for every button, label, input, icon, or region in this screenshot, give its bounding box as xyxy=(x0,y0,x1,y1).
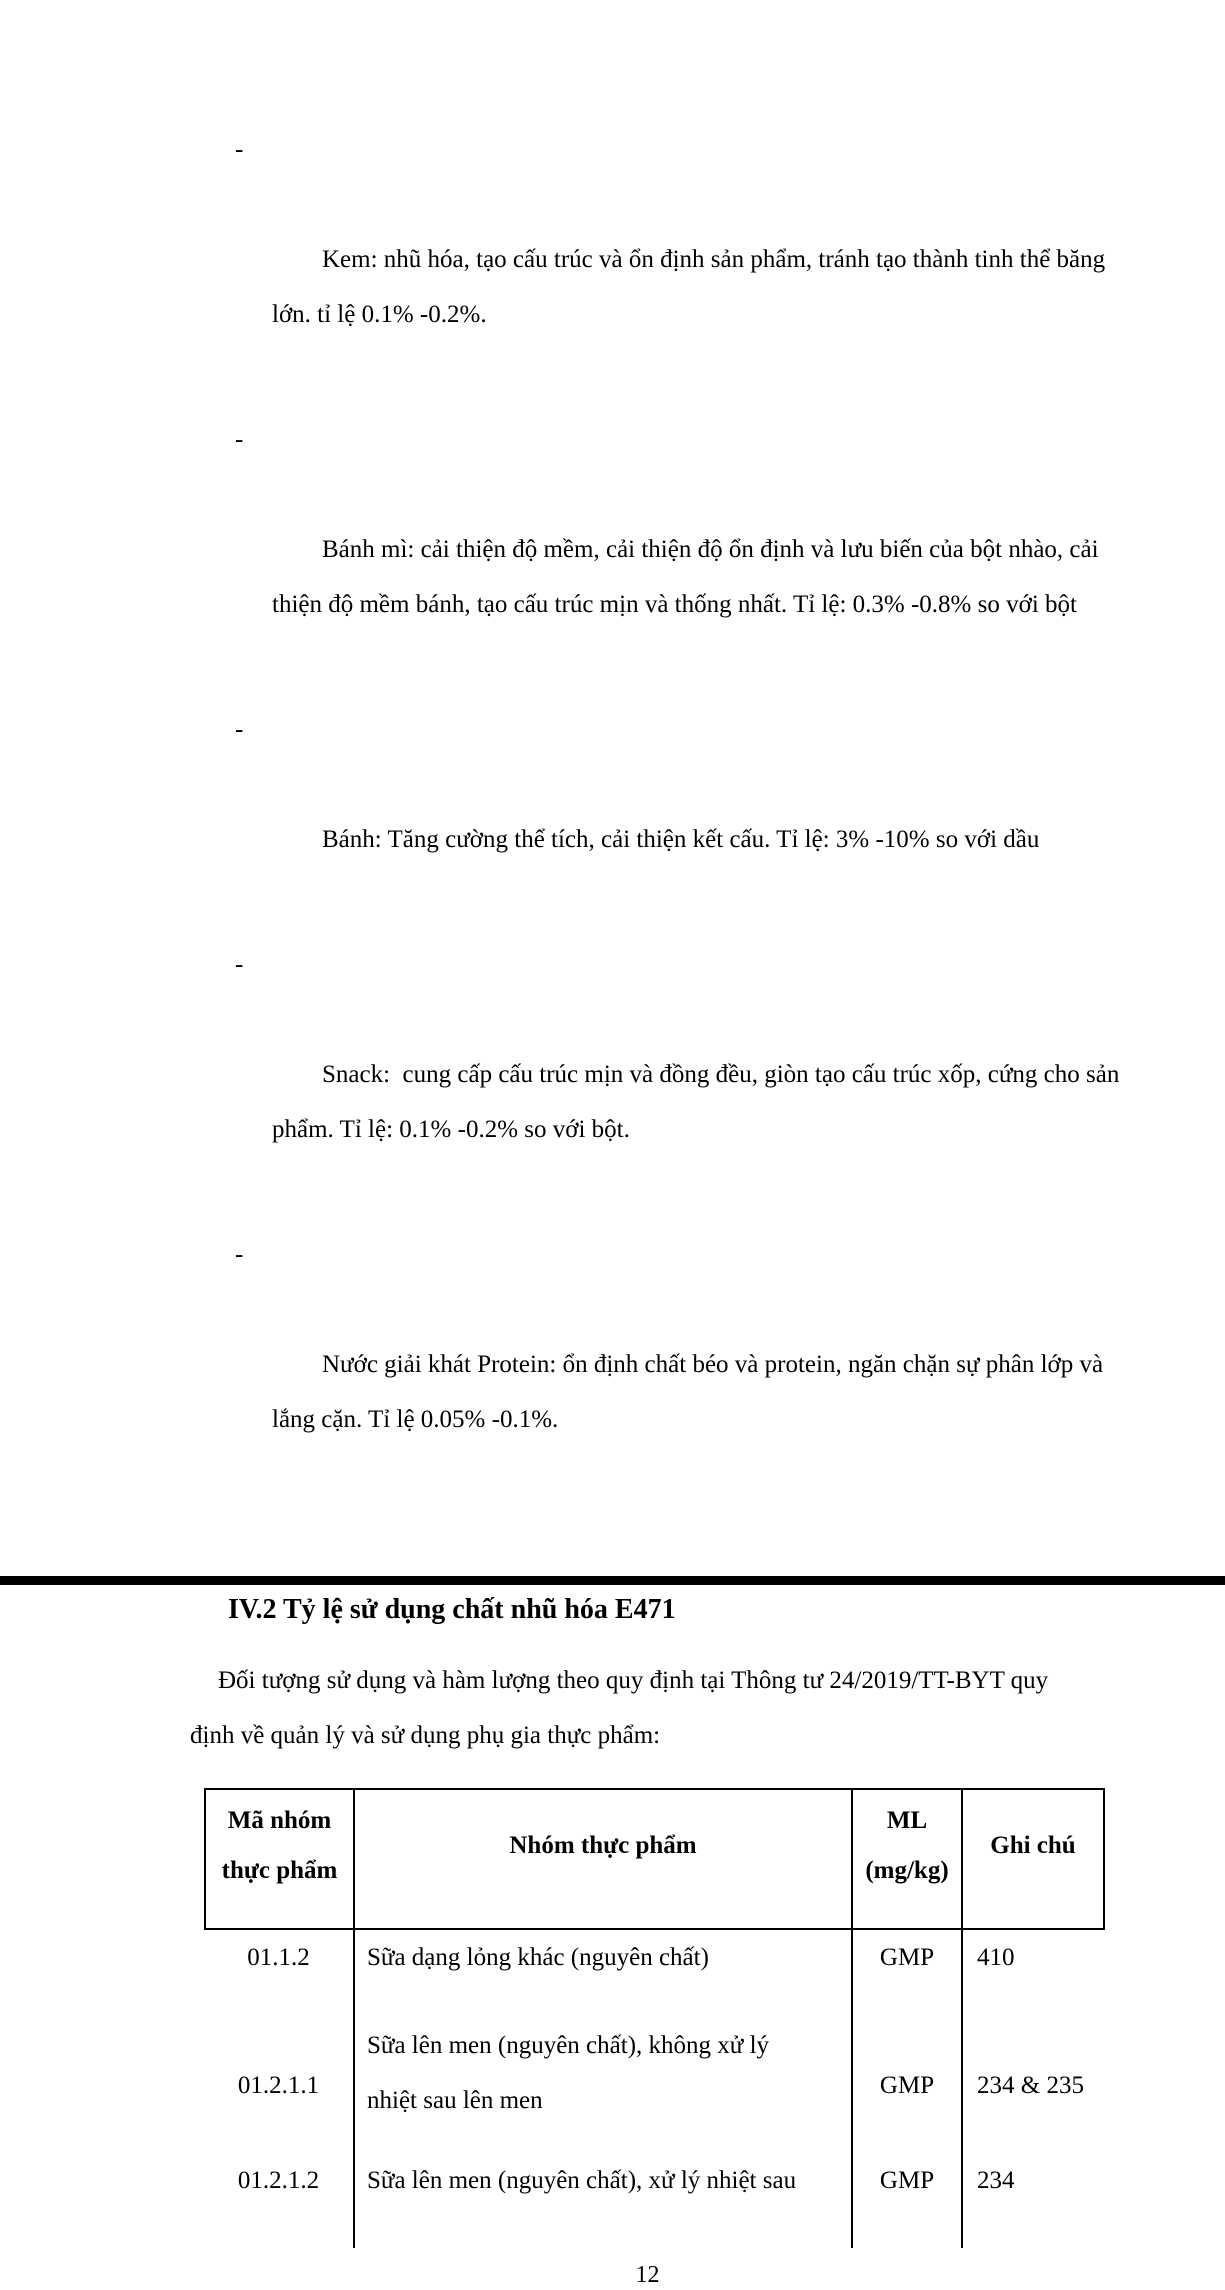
regulation-table xyxy=(204,1788,1105,2248)
table-header-food-group: Nhóm thực phẩm xyxy=(355,1790,853,1928)
cell-group: Sữa lên men (nguyên chất), không xử lý nhiệt sau lên men xyxy=(355,2018,853,2153)
bullet-text: Nước giải khát Protein: ổn định chất béo và protein, ngăn chặn sự phân lớp và lắng cặn. Tỉ lệ 0.05% -0.1%. xyxy=(272,1351,1104,1433)
cell-ml: GMP xyxy=(853,2018,963,2153)
bullet-item xyxy=(190,1227,1105,1502)
table-row xyxy=(204,1930,1105,2018)
cell-code: 01.2.1.2 xyxy=(204,2153,355,2248)
dash-bullet-marker: - xyxy=(235,716,244,743)
dash-bullet-marker: - xyxy=(235,951,244,978)
table-body xyxy=(204,1930,1105,2248)
section-heading: IV.2 Tỷ lệ sử dụng chất nhũ hóa E471 xyxy=(228,1594,676,1625)
bullet-text: Kem: nhũ hóa, tạo cấu trúc và ổn định sản phẩm, tránh tạo thành tinh thể băng lớn. tỉ lệ 0.1% -0.2%. xyxy=(272,246,1106,328)
cell-code: 01.2.1.1 xyxy=(204,2018,355,2153)
dash-bullet-marker: - xyxy=(235,1241,244,1268)
bullet-list xyxy=(190,122,1120,1502)
intro-paragraph: Đối tượng sử dụng và hàm lượng theo quy định tại Thông tư 24/2019/TT-BYT quy định về quản lý và sử dụng phụ gia thực phẩm: xyxy=(190,1667,1049,1749)
bullet-text: Bánh: Tăng cường thể tích, cải thiện kết cấu. Tỉ lệ: 3% -10% so với dầu xyxy=(322,826,1040,853)
dash-bullet-marker: - xyxy=(235,136,244,163)
bullet-item xyxy=(190,122,1105,397)
document-content xyxy=(190,0,1120,2290)
cell-note: 234 & 235 xyxy=(977,2072,1084,2099)
cell-group: Sữa dạng lỏng khác (nguyên chất) xyxy=(355,1930,853,2018)
dash-bullet-marker: - xyxy=(235,426,244,453)
cell-ml: GMP xyxy=(853,2153,963,2248)
bullet-text: Snack: cung cấp cấu trúc mịn và đồng đều, giòn tạo cấu trúc xốp, cứng cho sản phẩm. Tỉ lệ: 0.1% -0.2% so với bột. xyxy=(272,1061,1120,1143)
cell-ml: GMP xyxy=(853,1930,963,2018)
bullet-text: Bánh mì: cải thiện độ mềm, cải thiện độ ổn định và lưu biến của bột nhào, cải thiện độ mềm bánh, tạo cấu trúc mịn và thống nhất. Tỉ lệ: 0.3% -0.8% so với bột xyxy=(272,536,1099,618)
bullet-item xyxy=(190,702,1105,922)
bullet-item xyxy=(190,412,1105,687)
cell-note: 234 xyxy=(977,2167,1015,2194)
table-header-row xyxy=(204,1788,1105,1930)
page-edge-bar xyxy=(0,1576,1225,1585)
table-header-food-code: Mã nhóm thực phẩm xyxy=(204,1790,355,1928)
bullet-item xyxy=(190,937,1120,1212)
table-row xyxy=(204,2018,1105,2153)
cell-note: 410 xyxy=(977,1944,1015,1971)
cell-code: 01.1.2 xyxy=(204,1930,355,2018)
table-header-note: Ghi chú xyxy=(963,1790,1105,1928)
table-row xyxy=(204,2153,1105,2248)
page-number: 12 xyxy=(635,2262,660,2288)
cell-group: Sữa lên men (nguyên chất), xử lý nhiệt sau xyxy=(355,2153,853,2248)
table-header-ml: ML (mg/kg) xyxy=(853,1790,963,1928)
